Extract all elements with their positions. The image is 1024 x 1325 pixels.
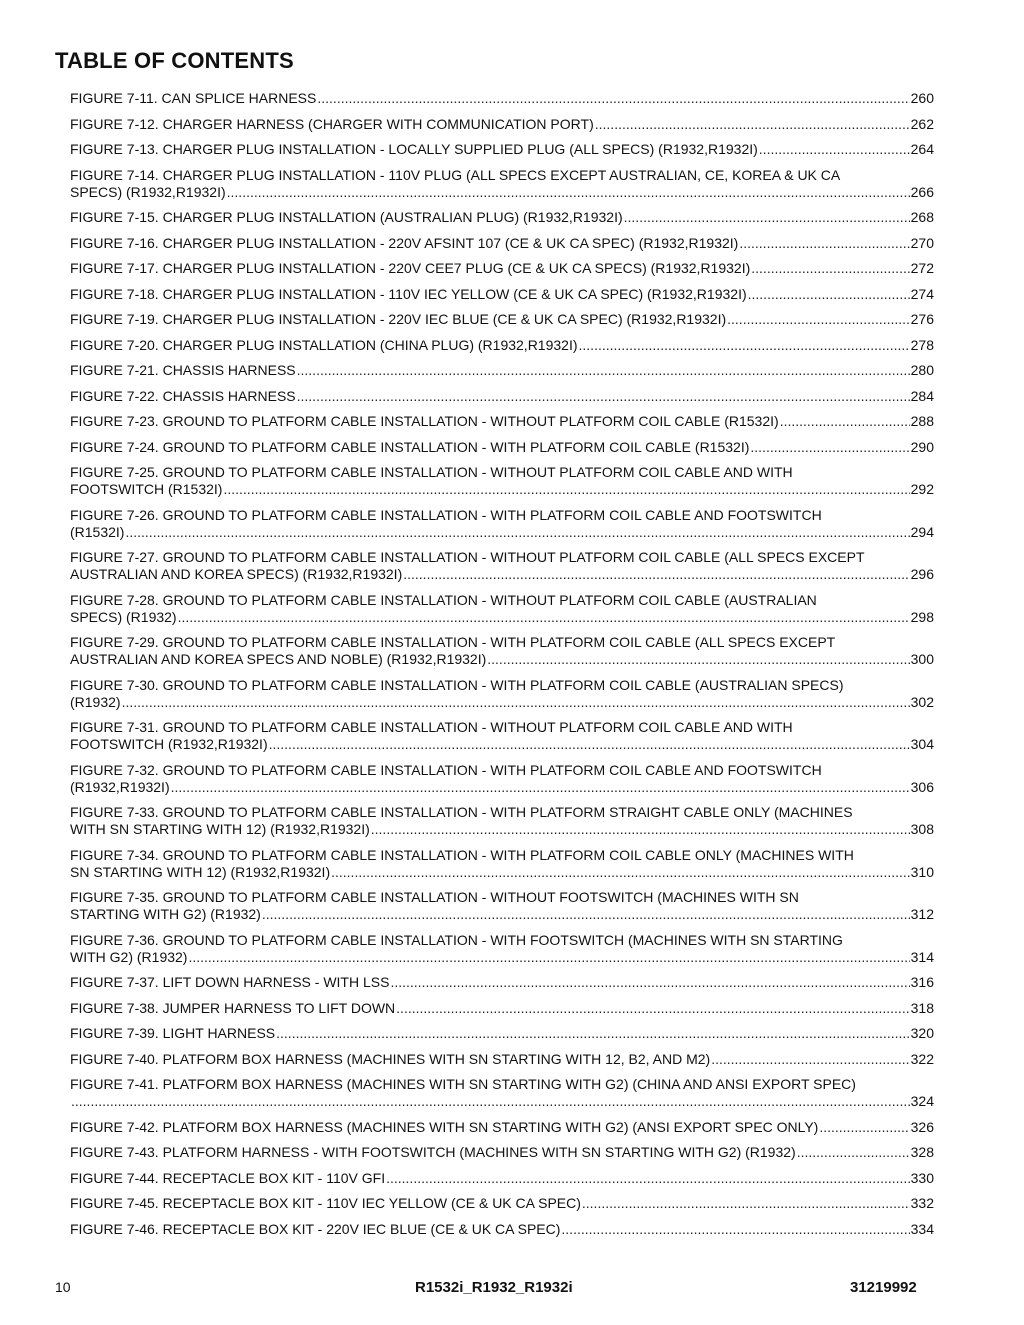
toc-entry-title: SPECS) (R1932) xyxy=(70,608,177,625)
toc-page-number: 300 xyxy=(910,651,934,667)
toc-entry-line xyxy=(70,1144,934,1161)
toc-page-number: 270 xyxy=(910,234,934,251)
toc-entry-line xyxy=(70,413,934,430)
toc-page-number: 272 xyxy=(910,260,934,276)
toc-entry-title: STARTING WITH G2) (R1932) xyxy=(70,906,261,922)
toc-entry-line xyxy=(70,566,934,583)
toc-leader-dots xyxy=(759,141,910,158)
toc-leader-dots xyxy=(797,1144,910,1161)
toc-leader-dots xyxy=(188,949,909,966)
toc-page-number: 318 xyxy=(910,999,934,1016)
toc-entry-title: SPECS) (R1932,R1932I) xyxy=(70,183,226,200)
footer-doc-number: 31219992 xyxy=(850,1279,917,1296)
toc-entry-line xyxy=(70,388,934,405)
toc-leader-dots xyxy=(71,1093,910,1110)
toc-entry-title: FIGURE 7-16. CHARGER PLUG INSTALLATION - 220V AFSINT 107 (CE & UK CA SPEC) (R1932,R1932I) xyxy=(70,234,739,251)
toc-page-number: 302 xyxy=(910,693,934,710)
toc-entry-title: FIGURE 7-20. CHARGER PLUG INSTALLATION (CHINA PLUG) (R1932,R1932I) xyxy=(70,336,578,353)
toc-page-number: 332 xyxy=(910,1195,934,1211)
toc-leader-dots xyxy=(223,481,909,498)
toc-entry[interactable] xyxy=(70,634,934,668)
toc-entry-title: FIGURE 7-13. CHARGER PLUG INSTALLATION - LOCALLY SUPPLIED PLUG (ALL SPECS) (R1932,R1932I) xyxy=(70,141,758,157)
toc-entry[interactable] xyxy=(70,90,934,107)
toc-page-number: 312 xyxy=(910,906,934,922)
toc-entry-line xyxy=(70,821,934,838)
toc-entry-title-line1: FIGURE 7-29. GROUND TO PLATFORM CABLE INSTALLATION - WITH PLATFORM COIL CABLE (ALL SPECS EXCEPT xyxy=(70,634,836,650)
toc-page-number: 330 xyxy=(910,1169,934,1186)
toc-leader-dots xyxy=(624,209,910,226)
toc-leader-dots xyxy=(276,1025,910,1042)
toc-page-number: 288 xyxy=(910,413,934,429)
toc-page-number: 308 xyxy=(910,821,934,837)
toc-entry[interactable] xyxy=(70,464,934,498)
toc-entry-line xyxy=(70,311,934,328)
toc-entry-title: FIGURE 7-23. GROUND TO PLATFORM CABLE INSTALLATION - WITHOUT PLATFORM COIL CABLE (R1532I) xyxy=(70,413,779,429)
toc-entry-line xyxy=(70,906,934,923)
toc-leader-dots xyxy=(396,1000,909,1017)
toc-leader-dots xyxy=(390,974,909,991)
toc-entry-line xyxy=(70,779,934,796)
toc-entry[interactable] xyxy=(70,1119,934,1136)
toc-entry-line xyxy=(70,1025,934,1042)
toc-leader-dots xyxy=(125,524,909,541)
toc-leader-dots xyxy=(748,286,910,303)
toc-page-number: 320 xyxy=(910,1025,934,1041)
toc-entry[interactable] xyxy=(70,1076,934,1110)
toc-entry[interactable] xyxy=(70,1051,934,1068)
toc-entry-line xyxy=(70,260,934,277)
toc-entry-title-line1: FIGURE 7-36. GROUND TO PLATFORM CABLE INSTALLATION - WITH FOOTSWITCH (MACHINES WITH SN STARTING xyxy=(70,931,843,948)
toc-entry-title-line1: FIGURE 7-41. PLATFORM BOX HARNESS (MACHINES WITH SN STARTING WITH G2) (CHINA AND ANSI EXPORT SPEC) xyxy=(70,1076,856,1092)
toc-page-number: 322 xyxy=(910,1050,934,1067)
toc-entry-line xyxy=(70,481,934,498)
toc-entry-title: FIGURE 7-43. PLATFORM HARNESS - WITH FOOTSWITCH (MACHINES WITH SN STARTING WITH G2) (R1932) xyxy=(70,1144,796,1160)
toc-entry-line xyxy=(70,141,934,158)
footer-model: R1532i_R1932_R1932i xyxy=(415,1279,573,1296)
toc-entry-title: FIGURE 7-45. RECEPTACLE BOX KIT - 110V IEC YELLOW (CE & UK CA SPEC) xyxy=(70,1195,581,1211)
page-title: TABLE OF CONTENTS xyxy=(55,48,294,73)
toc-leader-dots xyxy=(227,184,910,201)
toc-entry-title: FIGURE 7-24. GROUND TO PLATFORM CABLE INSTALLATION - WITH PLATFORM COIL CABLE (R1532I) xyxy=(70,438,750,455)
toc-leader-dots xyxy=(171,779,910,796)
toc-entry[interactable] xyxy=(70,719,934,753)
toc-entry-title-line1: FIGURE 7-33. GROUND TO PLATFORM CABLE INSTALLATION - WITH PLATFORM STRAIGHT CABLE ONLY (MACHINES xyxy=(70,804,853,820)
toc-entry[interactable] xyxy=(70,1170,934,1187)
toc-entry-line xyxy=(70,116,934,133)
toc-page-number: 290 xyxy=(910,438,934,455)
toc-entry-title: FIGURE 7-22. CHASSIS HARNESS xyxy=(70,387,296,404)
toc-entry-title: WITH G2) (R1932) xyxy=(70,948,188,965)
toc-page-number: 262 xyxy=(910,115,934,132)
toc-entry-title: (R1932,R1932I) xyxy=(70,778,170,795)
toc-leader-dots xyxy=(297,362,910,379)
toc-page-number: 326 xyxy=(910,1118,934,1135)
toc-page-number: 324 xyxy=(910,1093,934,1109)
toc-entry-title: FIGURE 7-46. RECEPTACLE BOX KIT - 220V IEC BLUE (CE & UK CA SPEC) xyxy=(70,1220,561,1237)
toc-entry-title-line1: FIGURE 7-34. GROUND TO PLATFORM CABLE INSTALLATION - WITH PLATFORM COIL CABLE ONLY (MACHINES WITH xyxy=(70,846,854,863)
toc-page-number: 260 xyxy=(910,90,934,106)
toc-entry[interactable] xyxy=(70,337,934,354)
toc-list xyxy=(70,90,934,1246)
toc-entry[interactable] xyxy=(70,388,934,405)
toc-entry-title: WITH SN STARTING WITH 12) (R1932,R1932I) xyxy=(70,821,370,837)
toc-leader-dots xyxy=(579,337,910,354)
toc-entry-line xyxy=(70,1093,934,1110)
toc-page-number: 278 xyxy=(910,336,934,353)
toc-leader-dots xyxy=(269,736,910,753)
toc-entry-title-line1: FIGURE 7-31. GROUND TO PLATFORM CABLE INSTALLATION - WITHOUT PLATFORM COIL CABLE AND WITH xyxy=(70,719,793,735)
toc-leader-dots xyxy=(297,388,910,405)
toc-entry[interactable] xyxy=(70,762,934,796)
toc-page-number: 284 xyxy=(910,387,934,404)
toc-entry[interactable] xyxy=(70,1221,934,1238)
toc-leader-dots xyxy=(819,1119,909,1136)
toc-entry[interactable] xyxy=(70,932,934,966)
toc-leader-dots xyxy=(331,864,910,881)
toc-entry[interactable] xyxy=(70,847,934,881)
toc-entry-title-line1: FIGURE 7-27. GROUND TO PLATFORM CABLE INSTALLATION - WITHOUT PLATFORM COIL CABLE (ALL SPECS EXCEPT xyxy=(70,549,865,565)
toc-page-number: 268 xyxy=(910,209,934,225)
toc-entry[interactable] xyxy=(70,439,934,456)
toc-entry-title-line1: FIGURE 7-25. GROUND TO PLATFORM CABLE INSTALLATION - WITHOUT PLATFORM COIL CABLE AND WITH xyxy=(70,464,793,480)
toc-entry-line xyxy=(70,1221,934,1238)
toc-entry-title: FOOTSWITCH (R1932,R1932I) xyxy=(70,736,268,752)
toc-entry[interactable] xyxy=(70,677,934,711)
toc-entry-line xyxy=(70,736,934,753)
toc-page-number: 334 xyxy=(910,1220,934,1237)
toc-entry-line xyxy=(70,362,934,379)
toc-leader-dots xyxy=(178,609,910,626)
toc-entry-title: FIGURE 7-18. CHARGER PLUG INSTALLATION - 110V IEC YELLOW (CE & UK CA SPEC) (R1932,R1932I) xyxy=(70,285,747,302)
toc-entry-line xyxy=(70,864,934,881)
toc-entry-line xyxy=(70,609,934,626)
toc-entry[interactable] xyxy=(70,1025,934,1042)
toc-leader-dots xyxy=(561,1221,909,1238)
toc-entry-line xyxy=(70,184,934,201)
toc-leader-dots xyxy=(487,651,909,668)
toc-entry[interactable] xyxy=(70,260,934,277)
toc-entry-title: FOOTSWITCH (R1532I) xyxy=(70,481,223,497)
toc-entry-line xyxy=(70,209,934,226)
toc-entry[interactable] xyxy=(70,209,934,226)
toc-entry[interactable] xyxy=(70,889,934,923)
toc-entry-line xyxy=(70,90,934,107)
toc-entry-line xyxy=(70,949,934,966)
toc-entry[interactable] xyxy=(70,974,934,991)
toc-entry-line xyxy=(70,235,934,252)
page-footer xyxy=(0,1279,1024,1299)
toc-entry-title-line1: FIGURE 7-28. GROUND TO PLATFORM CABLE INSTALLATION - WITHOUT PLATFORM COIL CABLE (AUSTRALIAN xyxy=(70,591,817,608)
toc-entry-title: FIGURE 7-12. CHARGER HARNESS (CHARGER WITH COMMUNICATION PORT) xyxy=(70,115,594,132)
toc-entry[interactable] xyxy=(70,413,934,430)
toc-leader-dots xyxy=(122,694,910,711)
toc-entry[interactable] xyxy=(70,362,934,379)
toc-entry-title: FIGURE 7-11. CAN SPLICE HARNESS xyxy=(70,90,317,106)
toc-entry[interactable] xyxy=(70,1144,934,1161)
toc-entry-title-line1: FIGURE 7-30. GROUND TO PLATFORM CABLE INSTALLATION - WITH PLATFORM COIL CABLE (AUSTRALIAN SPECS) xyxy=(70,676,844,693)
toc-leader-dots xyxy=(751,260,909,277)
toc-leader-dots xyxy=(317,90,909,107)
toc-page-number: 292 xyxy=(910,481,934,497)
toc-leader-dots xyxy=(371,821,910,838)
toc-entry-line xyxy=(70,694,934,711)
toc-entry-line xyxy=(70,1170,934,1187)
toc-entry-line xyxy=(70,286,934,303)
toc-page-number: 276 xyxy=(910,311,934,327)
toc-entry[interactable] xyxy=(70,1000,934,1017)
toc-leader-dots xyxy=(711,1051,909,1068)
toc-page-number: 266 xyxy=(910,183,934,200)
toc-entry[interactable] xyxy=(70,549,934,583)
toc-entry-line xyxy=(70,1195,934,1212)
toc-entry[interactable] xyxy=(70,804,934,838)
toc-leader-dots xyxy=(595,116,910,133)
toc-entry-title: FIGURE 7-21. CHASSIS HARNESS xyxy=(70,362,296,378)
toc-entry-title: FIGURE 7-15. CHARGER PLUG INSTALLATION (AUSTRALIAN PLUG) (R1932,R1932I) xyxy=(70,209,623,225)
toc-entry-title: (R1532I) xyxy=(70,523,125,540)
toc-page-number: 294 xyxy=(910,523,934,540)
toc-entry-line xyxy=(70,1051,934,1068)
toc-leader-dots xyxy=(727,311,910,328)
toc-page-number: 306 xyxy=(910,778,934,795)
toc-leader-dots xyxy=(262,906,910,923)
toc-entry[interactable] xyxy=(70,235,934,252)
toc-entry-line xyxy=(70,651,934,668)
toc-entry-title-line1: FIGURE 7-32. GROUND TO PLATFORM CABLE INSTALLATION - WITH PLATFORM COIL CABLE AND FOOTSWITCH xyxy=(70,761,822,778)
toc-entry[interactable] xyxy=(70,507,934,541)
toc-entry-line xyxy=(70,1000,934,1017)
toc-entry-title-line1: FIGURE 7-14. CHARGER PLUG INSTALLATION - 110V PLUG (ALL SPECS EXCEPT AUSTRALIAN, CE, KOREA & UK CA xyxy=(70,166,841,183)
toc-page-number: 296 xyxy=(910,566,934,582)
toc-leader-dots xyxy=(780,413,910,430)
toc-page-number: 310 xyxy=(910,863,934,880)
footer-page-number: 10 xyxy=(55,1279,71,1295)
toc-entry-title: FIGURE 7-39. LIGHT HARNESS xyxy=(70,1025,276,1041)
toc-entry-title-line1: FIGURE 7-35. GROUND TO PLATFORM CABLE INSTALLATION - WITHOUT FOOTSWITCH (MACHINES WITH SN xyxy=(70,889,799,905)
toc-entry[interactable] xyxy=(70,311,934,328)
toc-page-number: 264 xyxy=(910,141,934,157)
toc-entry-title: FIGURE 7-44. RECEPTACLE BOX KIT - 110V GFI xyxy=(70,1169,386,1186)
toc-entry-title: FIGURE 7-38. JUMPER HARNESS TO LIFT DOWN xyxy=(70,999,396,1016)
toc-entry-line xyxy=(70,974,934,991)
toc-page-number: 274 xyxy=(910,285,934,302)
toc-page-number: 304 xyxy=(910,736,934,752)
toc-leader-dots xyxy=(750,439,909,456)
toc-entry-title: FIGURE 7-42. PLATFORM BOX HARNESS (MACHINES WITH SN STARTING WITH G2) (ANSI EXPORT SPEC ONLY) xyxy=(70,1118,819,1135)
toc-entry-line xyxy=(70,524,934,541)
toc-entry[interactable] xyxy=(70,167,934,201)
toc-page-number: 280 xyxy=(910,362,934,378)
toc-entry-title: FIGURE 7-40. PLATFORM BOX HARNESS (MACHINES WITH SN STARTING WITH 12, B2, AND M2) xyxy=(70,1050,711,1067)
toc-entry-title: AUSTRALIAN AND KOREA SPECS) (R1932,R1932I) xyxy=(70,566,403,582)
toc-page-number: 316 xyxy=(910,974,934,990)
toc-page-number: 314 xyxy=(910,948,934,965)
toc-entry-title: FIGURE 7-19. CHARGER PLUG INSTALLATION - 220V IEC BLUE (CE & UK CA SPEC) (R1932,R1932I) xyxy=(70,311,727,327)
toc-entry[interactable] xyxy=(70,592,934,626)
toc-entry-title: FIGURE 7-17. CHARGER PLUG INSTALLATION - 220V CEE7 PLUG (CE & UK CA SPECS) (R1932,R1932I) xyxy=(70,260,751,276)
toc-entry[interactable] xyxy=(70,286,934,303)
toc-entry-line xyxy=(70,1119,934,1136)
toc-page-number: 298 xyxy=(910,608,934,625)
toc-entry-title: FIGURE 7-37. LIFT DOWN HARNESS - WITH LSS xyxy=(70,974,390,990)
toc-leader-dots xyxy=(403,566,909,583)
toc-entry-line xyxy=(70,337,934,354)
toc-entry[interactable] xyxy=(70,116,934,133)
toc-leader-dots xyxy=(386,1170,910,1187)
toc-leader-dots xyxy=(582,1195,910,1212)
toc-entry[interactable] xyxy=(70,1195,934,1212)
toc-leader-dots xyxy=(739,235,909,252)
toc-page-number: 328 xyxy=(910,1144,934,1160)
toc-entry-title: (R1932) xyxy=(70,693,121,710)
toc-entry-line xyxy=(70,439,934,456)
toc-entry-title: SN STARTING WITH 12) (R1932,R1932I) xyxy=(70,863,331,880)
toc-entry-title: AUSTRALIAN AND KOREA SPECS AND NOBLE) (R1932,R1932I) xyxy=(70,651,487,667)
toc-entry[interactable] xyxy=(70,141,934,158)
toc-entry-title-line1: FIGURE 7-26. GROUND TO PLATFORM CABLE INSTALLATION - WITH PLATFORM COIL CABLE AND FOOTSWITCH xyxy=(70,506,822,523)
